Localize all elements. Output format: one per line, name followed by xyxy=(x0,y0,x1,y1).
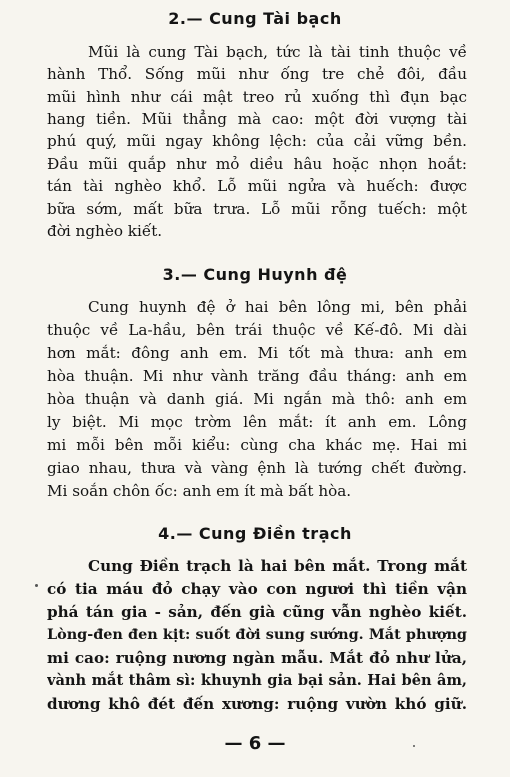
print-speck xyxy=(35,584,38,587)
text-line: Đầu mũi quắp như mỏ diều hâu hoặc nhọn hoắt: xyxy=(47,155,467,173)
text-line: vành mắt thâm sì: khuynh gia bại sản. Hai bên âm, xyxy=(47,672,467,689)
text-line: mi cao: ruộng nương ngàn mẫu. Mắt đỏ như lửa, xyxy=(47,649,467,667)
text-line: mũi hình như cái mật treo rủ xuống thì đụn bạc xyxy=(47,88,467,106)
text-line: hòa thuận và danh giá. Mi ngắn mà thô: anh em xyxy=(47,390,467,408)
text-line: phú quý, mũi ngay không lệch: của cải vững bền. xyxy=(47,132,467,150)
section-heading-huynh-de: 3.— Cung Huynh đệ xyxy=(162,265,348,284)
text-line: Mi soắn chôn ốc: anh em ít mà bất hòa. xyxy=(47,482,352,500)
text-line: Lòng-đen đen kịt: suốt đời sung sướng. Mắt phượng xyxy=(47,626,467,643)
text-line: mi mỗi bên mỗi kiểu: cùng cha khác mẹ. Hai mi xyxy=(47,436,467,454)
text-line: đời nghèo kiết. xyxy=(47,222,163,240)
text-line: có tia máu đỏ chạy vào con ngươi thì tiền vận xyxy=(47,580,467,598)
text-line: ly biệt. Mi mọc trờm lên mắt: ít anh em. Lông xyxy=(47,413,467,431)
text-line: bữa sớm, mất bữa trưa. Lỗ mũi rỗng tuếch: một xyxy=(47,200,467,218)
text-line: Cung Điền trạch là hai bên mắt. Trong mắt xyxy=(88,557,467,575)
text-line: hành Thổ. Sống mũi như ống tre chẻ đôi, đầu xyxy=(47,65,467,83)
text-line: Mũi là cung Tài bạch, tức là tài tinh thuộc về xyxy=(88,43,467,61)
text-line: hòa thuận. Mi như vành trăng đầu tháng: anh em xyxy=(47,367,467,385)
print-speck xyxy=(413,745,415,747)
text-line: thuộc về La-hầu, bên trái thuộc về Kế-đô. Mi dài xyxy=(47,321,467,339)
text-line: phá tán gia - sản, đến già cũng vẫn nghèo kiết. xyxy=(47,603,467,621)
text-line: hơn mắt: đông anh em. Mi tốt mà thưa: anh em xyxy=(47,344,467,362)
section-heading-tai-bach: 2.— Cung Tài bạch xyxy=(168,9,342,28)
section-heading-dien-trach: 4.— Cung Điền trạch xyxy=(158,524,352,543)
text-line: hang tiền. Mũi thẳng mà cao: một đời vượng tài xyxy=(47,110,467,128)
text-line: dương khô đét đến xương: ruộng vườn khó giữ. xyxy=(47,695,467,713)
text-line: giao nhau, thưa và vàng ệnh là tướng chết đường. xyxy=(47,459,467,477)
text-line: tán tài nghèo khổ. Lỗ mũi ngửa và huếch: được xyxy=(47,177,467,195)
page-number: — 6 — xyxy=(224,733,286,754)
text-line: Cung huynh đệ ở hai bên lông mi, bên phải xyxy=(88,298,467,316)
